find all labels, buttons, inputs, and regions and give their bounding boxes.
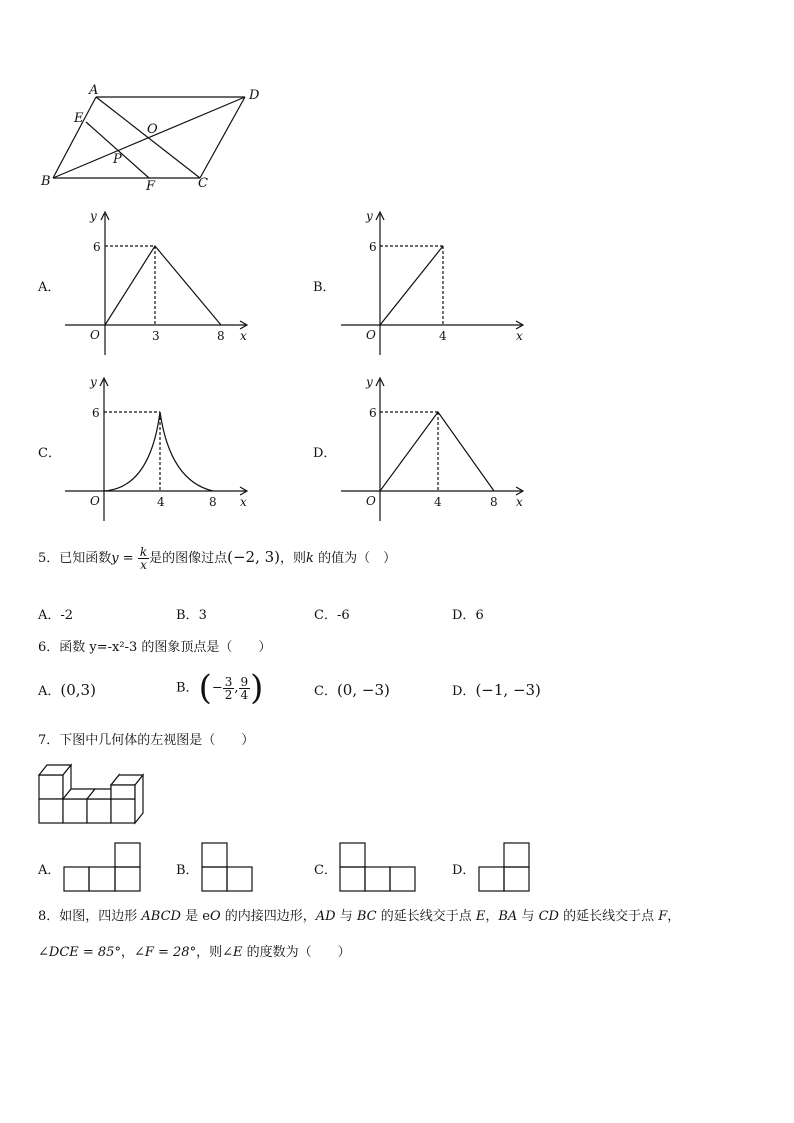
x-axis-label: x xyxy=(240,329,247,343)
graph-option-d xyxy=(336,371,536,521)
equals-sign: = xyxy=(118,551,138,566)
fraction: $\frac{3}{2}$ xyxy=(224,674,233,702)
x-tick-label: 4 xyxy=(434,495,442,509)
question-5 xyxy=(38,546,396,571)
origin-label: O xyxy=(366,494,376,508)
q6-option-b[interactable]: B．(− $\frac{3}{2}$ , $\frac{9}{4}$ ) xyxy=(176,668,264,708)
graph-option-b-label: B． xyxy=(313,280,336,295)
y-tick-label: 6 xyxy=(369,240,377,254)
q7-option-d-label[interactable]: D． xyxy=(452,863,476,878)
point-label-f: F xyxy=(146,179,156,194)
question-number: 7． xyxy=(38,733,60,748)
graph-option-b xyxy=(336,205,536,355)
question-8-line-1: 8．如图，四边形 ABCD 是 eO 的内接四边形，AD 与 BC 的延长线交于点 E，BA 与 CD 的延长线交于点 F， xyxy=(38,909,681,924)
question-number: 5． xyxy=(38,551,60,566)
question-6 xyxy=(38,636,271,655)
solid-blocks-figure xyxy=(36,760,146,828)
graph-option-a xyxy=(60,205,260,355)
x-axis-label: x xyxy=(516,495,523,509)
x-tick-label: 4 xyxy=(439,329,447,343)
origin-label: O xyxy=(366,328,376,342)
q6-option-d[interactable]: D．(−1, −3) xyxy=(452,681,541,699)
graph-option-a-label: A． xyxy=(38,280,61,295)
graph-option-c-label: C． xyxy=(38,446,61,461)
q6-option-a[interactable]: A．(0,3) xyxy=(38,681,96,699)
point-label-o: O xyxy=(147,122,158,137)
parallelogram-figure xyxy=(36,82,276,194)
fraction-denominator: x xyxy=(140,558,147,572)
y-tick-label: 6 xyxy=(93,240,101,254)
point-label-c: C xyxy=(198,176,208,191)
q7-option-a-view[interactable] xyxy=(62,840,142,894)
question-text: 函数 y=-x²-3 的图象顶点是（ ） xyxy=(59,640,272,655)
y-tick-label: 6 xyxy=(369,406,377,420)
question-7 xyxy=(38,729,254,748)
x-tick-label: 8 xyxy=(217,329,225,343)
x-axis-label: x xyxy=(516,329,523,343)
fraction-numerator: k xyxy=(139,545,148,559)
x-tick-label: 8 xyxy=(490,495,498,509)
question-text: 已知函数 xyxy=(59,551,112,566)
variable-k: k xyxy=(306,551,314,566)
q7-option-c-view[interactable] xyxy=(338,840,418,894)
question-text: ，则 xyxy=(280,551,307,566)
q5-option-c[interactable]: C．-6 xyxy=(314,608,350,623)
y-axis-label: y xyxy=(90,375,97,389)
fraction: $\frac{9}{4}$ xyxy=(240,674,249,702)
origin-label: O xyxy=(90,328,100,342)
origin-label: O xyxy=(90,494,100,508)
point-label-e: E xyxy=(74,111,84,126)
q5-option-b[interactable]: B．3 xyxy=(176,608,207,623)
x-tick-label: 4 xyxy=(157,495,165,509)
question-number: 6． xyxy=(38,640,60,655)
q7-option-d-view[interactable] xyxy=(477,840,533,894)
q7-option-a-label[interactable]: A． xyxy=(38,863,61,878)
question-text: 下图中几何体的左视图是（ ） xyxy=(59,733,255,748)
q7-option-b-view[interactable] xyxy=(200,840,256,894)
variable-y: y xyxy=(111,551,119,566)
q7-option-c-label[interactable]: C． xyxy=(314,863,337,878)
y-axis-label: y xyxy=(366,375,373,389)
y-axis-label: y xyxy=(90,209,97,223)
q5-option-a[interactable]: A．-2 xyxy=(38,608,74,623)
point-coordinates: (−2, 3) xyxy=(227,548,281,566)
question-text: 的值为（ ） xyxy=(313,551,397,566)
point-label-p: P xyxy=(113,152,122,167)
point-label-d: D xyxy=(249,88,260,103)
y-tick-label: 6 xyxy=(92,406,100,420)
fraction-k-over-x xyxy=(138,546,149,571)
question-text: 是的图像过点 xyxy=(149,551,228,566)
graph-option-c xyxy=(60,371,260,521)
x-tick-label: 3 xyxy=(152,329,160,343)
y-axis-label: y xyxy=(366,209,373,223)
question-8-line-2: ∠DCE = 85°，∠F = 28°，则∠E 的度数为（ ） xyxy=(38,945,351,960)
point-label-b: B xyxy=(41,174,51,189)
q7-option-b-label[interactable]: B． xyxy=(176,863,199,878)
graph-option-d-label: D． xyxy=(313,446,337,461)
x-tick-label: 8 xyxy=(209,495,217,509)
q5-option-d[interactable]: D．6 xyxy=(452,608,484,623)
point-label-a: A xyxy=(89,83,99,98)
q6-option-c[interactable]: C．(0, −3) xyxy=(314,681,390,699)
x-axis-label: x xyxy=(240,495,247,509)
